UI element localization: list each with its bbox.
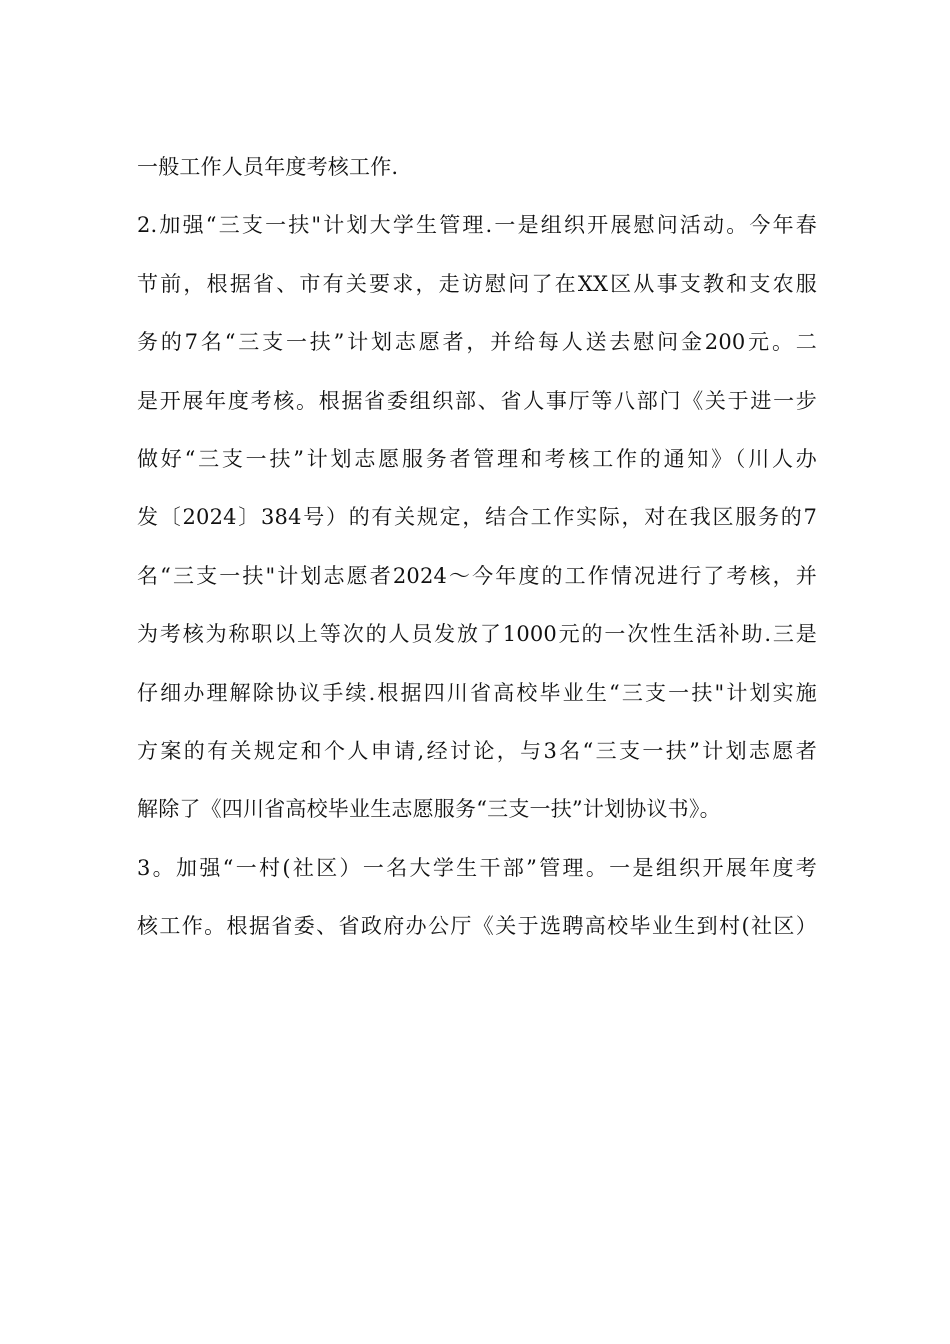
text-line: 名“三支一扶"计划志愿者2024～今年度的工作情况进行了考核，并 xyxy=(137,563,817,588)
text-line: 仔细办理解除协议手续.根据四川省高校毕业生“三支一扶"计划实施 xyxy=(137,680,817,705)
text-line: 方案的有关规定和个人申请,经讨论，与3名“三支一扶”计划志愿者 xyxy=(137,738,817,763)
text-line: 2.加强“三支一扶"计划大学生管理.一是组织开展慰问活动。今年春 xyxy=(137,213,817,238)
text-line: 为考核为称职以上等次的人员发放了1000元的一次性生活补助.三是 xyxy=(137,622,817,647)
text-line: 是开展年度考核。根据省委组织部、省人事厅等八部门《关于进一步 xyxy=(137,388,817,413)
text-line: 一般工作人员年度考核工作. xyxy=(137,155,399,179)
text-line: 节前，根据省、市有关要求，走访慰问了在XX区从事支教和支农服 xyxy=(137,271,817,296)
text-line: 做好“三支一扶”计划志愿服务者管理和考核工作的通知》（川人办 xyxy=(137,446,817,471)
text-line: 务的7名“三支一扶”计划志愿者，并给每人送去慰问金200元。二 xyxy=(137,330,817,355)
text-line: 解除了《四川省高校毕业生志愿服务“三支一扶”计划协议书》。 xyxy=(137,797,721,822)
text-line: 核工作。根据省委、省政府办公厅《关于选聘高校毕业生到村(社区） xyxy=(137,914,817,939)
text-line: 发〔2024〕384号）的有关规定，结合工作实际，对在我区服务的7 xyxy=(137,505,817,530)
text-line: 3。加强“一村(社区）一名大学生干部”管理。一是组织开展年度考 xyxy=(137,855,817,880)
body-text xyxy=(137,138,817,955)
